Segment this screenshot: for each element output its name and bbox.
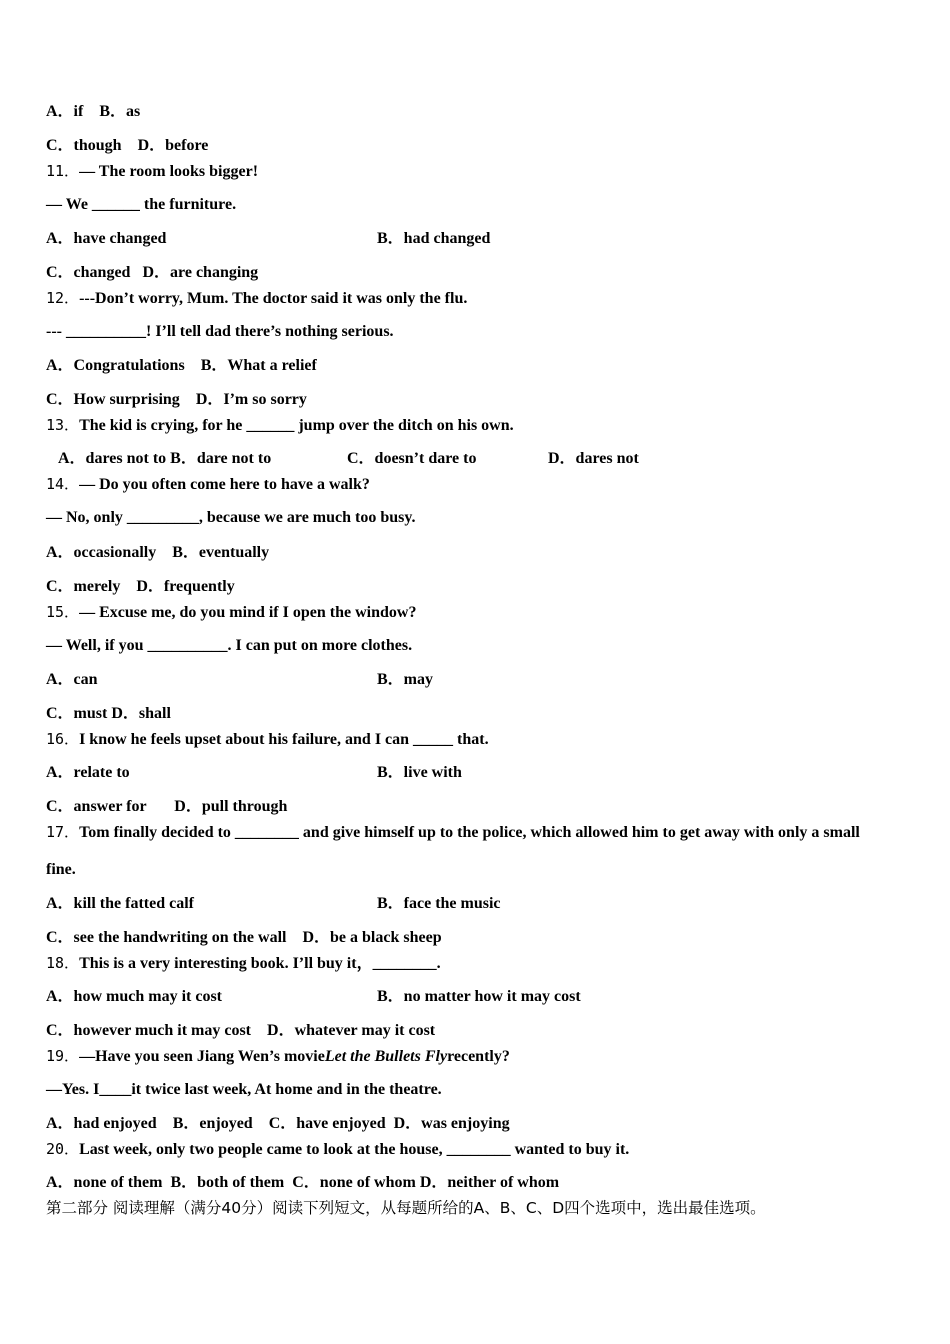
q17-options-cd	[46, 928, 442, 948]
q14-option-a[interactable]: A．occasionally	[46, 544, 157, 561]
q16-number: 16．	[46, 730, 80, 748]
q15-text: — Excuse me, do you mind if I open the window?	[79, 604, 417, 621]
q17-stem-cont: fine.	[46, 861, 76, 878]
q18-option-c[interactable]: C．however much it may cost	[46, 1022, 252, 1039]
q10-option-d[interactable]: D．before	[137, 137, 209, 154]
q20-option-b[interactable]: B．both of them	[170, 1174, 285, 1191]
q20-option-c[interactable]: C．none of whom	[292, 1174, 416, 1191]
q19-option-d[interactable]: D．was enjoying	[393, 1115, 510, 1132]
q11-options-ab	[46, 229, 906, 249]
q16-option-b[interactable]: B．live with	[377, 764, 462, 781]
q16-options-cd	[46, 797, 287, 817]
q19-text-end: recently?	[447, 1048, 510, 1065]
q10-options-ab	[46, 102, 140, 122]
q19-line2: —Yes. I____it twice last week, At home and in the theatre.	[46, 1081, 442, 1098]
q15-stem	[46, 602, 416, 623]
q17-text: Tom finally decided to ________ and give himself up to the police, which allowed him to get away with only a small	[79, 824, 860, 841]
q14-option-d[interactable]: D．frequently	[136, 578, 235, 595]
q18-number: 18．	[46, 954, 80, 972]
q16-option-d[interactable]: D．pull through	[174, 798, 288, 815]
q18-options-cd	[46, 1021, 435, 1041]
q13-stem	[46, 415, 514, 436]
q19-option-c[interactable]: C．have enjoyed	[268, 1115, 386, 1132]
q13-number: 13．	[46, 416, 80, 434]
q17-options-ab	[46, 894, 906, 914]
q12-options-cd	[46, 390, 307, 410]
q20-options	[46, 1173, 559, 1193]
q20-option-a[interactable]: A．none of them	[46, 1174, 163, 1191]
q11-options-cd	[46, 263, 258, 283]
q20-text: Last week, only two people came to look at the house, ________ wanted to buy it.	[79, 1141, 630, 1158]
q19-number: 19．	[46, 1047, 80, 1065]
q14-option-b[interactable]: B．eventually	[172, 544, 270, 561]
q11-stem	[46, 161, 258, 182]
q11-option-d[interactable]: D．are changing	[142, 264, 259, 281]
q18-stem	[46, 953, 441, 974]
q13-text: The kid is crying, for he ______ jump over the ditch on his own.	[79, 417, 514, 434]
q13-option-c[interactable]: C．doesn’t dare to	[347, 450, 477, 467]
q15-line2: — Well, if you __________. I can put on more clothes.	[46, 637, 413, 654]
q11-text: — The room looks bigger!	[79, 163, 259, 180]
q19-option-b[interactable]: B．enjoyed	[172, 1115, 253, 1132]
q14-stem	[46, 474, 370, 495]
q19-stem	[46, 1046, 510, 1067]
q14-options-cd	[46, 577, 235, 597]
q13-options	[58, 449, 918, 469]
q11-option-c[interactable]: C．changed	[46, 264, 131, 281]
q12-options-ab	[46, 356, 317, 376]
q16-option-a[interactable]: A．relate to	[46, 764, 130, 781]
q18-options-ab	[46, 987, 906, 1007]
q11-line2: — We ______ the furniture.	[46, 196, 237, 213]
q15-options-cd	[46, 704, 171, 724]
q14-option-c[interactable]: C．merely	[46, 578, 121, 595]
q12-option-b[interactable]: B．What a relief	[200, 357, 317, 374]
q12-option-d[interactable]: D．I’m so sorry	[195, 391, 307, 408]
q16-stem	[46, 729, 489, 750]
q19-options	[46, 1114, 510, 1134]
q12-line2: --- __________! I’ll tell dad there’s nothing serious.	[46, 323, 394, 340]
q16-option-c[interactable]: C．answer for	[46, 798, 147, 815]
q12-option-c[interactable]: C．How surprising	[46, 391, 180, 408]
q19-option-a[interactable]: A．had enjoyed	[46, 1115, 157, 1132]
q13-option-d[interactable]: D．dares not	[548, 450, 639, 467]
q13-option-b[interactable]: B．dare not to	[170, 450, 272, 467]
q20-stem	[46, 1139, 629, 1160]
q11-option-a[interactable]: A．have changed	[46, 230, 167, 247]
q17-number: 17．	[46, 823, 80, 841]
q10-option-b[interactable]: B．as	[99, 103, 141, 120]
q10-options-cd	[46, 136, 208, 156]
q14-line2: — No, only _________, because we are much too busy.	[46, 509, 416, 526]
q11-number: 11．	[46, 162, 80, 180]
q18-option-a[interactable]: A．how much may it cost	[46, 988, 222, 1005]
q18-option-d[interactable]: D．whatever may it cost	[267, 1022, 436, 1039]
q15-option-d[interactable]: D．shall	[111, 705, 171, 722]
q17-option-d[interactable]: D．be a black sheep	[302, 929, 442, 946]
q12-number: 12．	[46, 289, 80, 307]
q15-option-b[interactable]: B．may	[377, 671, 434, 688]
q15-number: 15．	[46, 603, 80, 621]
q11-option-b[interactable]: B．had changed	[377, 230, 491, 247]
q10-option-c[interactable]: C．though	[46, 137, 122, 154]
q18-text: This is a very interesting book. I’ll buy it，________.	[79, 955, 441, 972]
q16-options-ab	[46, 763, 906, 783]
q18-option-b[interactable]: B．no matter how it may cost	[377, 988, 581, 1005]
q15-option-c[interactable]: C．must	[46, 705, 108, 722]
q20-number: 20．	[46, 1140, 80, 1158]
section-2-heading: 第二部分 阅读理解（满分40分）阅读下列短文，从每题所给的A、B、C、D四个选项中，选出最佳选项。	[46, 1199, 766, 1217]
q19-text: —Have you seen Jiang Wen’s movie	[79, 1048, 325, 1065]
q19-movie-title: Let the Bullets Fly	[324, 1048, 448, 1065]
q16-text: I know he feels upset about his failure, and I can _____ that.	[79, 731, 489, 748]
q17-option-c[interactable]: C．see the handwriting on the wall	[46, 929, 287, 946]
q17-option-a[interactable]: A．kill the fatted calf	[46, 895, 194, 912]
q12-text: ---Don’t worry, Mum. The doctor said it was only the flu.	[79, 290, 468, 307]
q14-number: 14．	[46, 475, 80, 493]
q13-option-a[interactable]: A．dares not to	[58, 450, 167, 467]
q12-stem	[46, 288, 467, 309]
q17-option-b[interactable]: B．face the music	[377, 895, 501, 912]
q12-option-a[interactable]: A．Congratulations	[46, 357, 185, 374]
q15-options-ab	[46, 670, 906, 690]
q20-option-d[interactable]: D．neither of whom	[419, 1174, 560, 1191]
q15-option-a[interactable]: A．can	[46, 671, 98, 688]
q14-text: — Do you often come here to have a walk?	[79, 476, 370, 493]
q10-option-a[interactable]: A．if	[46, 103, 84, 120]
q14-options-ab	[46, 543, 269, 563]
q17-stem	[46, 822, 860, 843]
